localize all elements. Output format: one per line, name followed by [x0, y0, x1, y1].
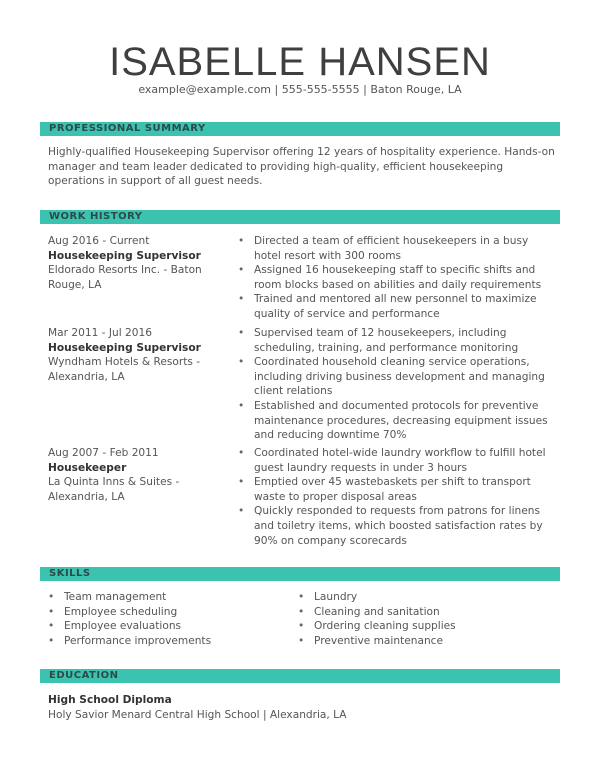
school: Holy Savior Menard Central High School | Alexandria, LA: [48, 708, 347, 721]
job-company: Eldorado Resorts Inc. - Baton Rouge, LA: [48, 264, 202, 291]
job-bullet: • Trained and mentored all new personnel to maximize quality of service and performance: [238, 292, 558, 321]
education-entry: [48, 693, 558, 722]
job-bullet: • Assigned 16 housekeeping staff to specific shifts and room blocks based on abilities and daily requirements: [238, 263, 558, 292]
job-bullet: • Supervised team of 12 housekeepers, including scheduling, training, and performance monitoring: [238, 326, 558, 355]
job-title: Housekeeping Supervisor: [48, 249, 201, 262]
job-title: Housekeeping Supervisor: [48, 341, 201, 354]
skill-item: • Laundry: [298, 590, 538, 605]
job-dates: Mar 2011 - Jul 2016: [48, 327, 152, 339]
skill-item: • Employee scheduling: [48, 605, 288, 620]
job-bullet: • Quickly responded to requests from patrons for linens and toiletry items, which boosted satisfaction rates by 90% on company scorecards: [238, 504, 558, 548]
section-header-work: [40, 210, 560, 224]
job-company: La Quinta Inns & Suites - Alexandria, LA: [48, 476, 180, 503]
job-dates: Aug 2007 - Feb 2011: [48, 447, 159, 459]
skill-item: • Cleaning and sanitation: [298, 605, 538, 620]
job-bullet: • Emptied over 45 wastebaskets per shift to transport waste to proper disposal areas: [238, 475, 558, 504]
section-title: SKILLS: [49, 568, 91, 579]
summary-text: Highly-qualified Housekeeping Supervisor offering 12 years of hospitality experience. Hands-on manager and team leader dedicated to providing high-quality, efficient housekeeping operations in support of all guest needs.: [48, 146, 555, 188]
contact-info: example@example.com | 555-555-5555 | Baton Rouge, LA: [138, 83, 462, 96]
section-title: WORK HISTORY: [49, 211, 143, 222]
section-header-summary: [40, 122, 560, 136]
job-bullet: • Coordinated household cleaning service operations, including driving business development and managing client relations: [238, 355, 558, 399]
candidate-name: ISABELLE HANSEN: [109, 40, 491, 84]
job-bullet: • Established and documented protocols for preventive maintenance procedures, decreasing equipment issues and reducing downtime 70%: [238, 399, 558, 443]
job-company: Wyndham Hotels & Resorts - Alexandria, LA: [48, 356, 201, 383]
skill-item: • Ordering cleaning supplies: [298, 619, 538, 634]
section-header-education: [40, 669, 560, 683]
section-title: EDUCATION: [49, 670, 119, 681]
skill-item: • Team management: [48, 590, 288, 605]
job-dates: Aug 2016 - Current: [48, 235, 150, 247]
job-bullet: • Directed a team of efficient housekeepers in a busy hotel resort with 300 rooms: [238, 234, 558, 263]
section-title: PROFESSIONAL SUMMARY: [49, 123, 206, 134]
job-bullet: • Coordinated hotel-wide laundry workflow to fulfill hotel guest laundry requests in under 3 hours: [238, 446, 558, 475]
skill-item: • Performance improvements: [48, 634, 288, 649]
skill-item: • Preventive maintenance: [298, 634, 538, 649]
degree: High School Diploma: [48, 694, 172, 706]
skill-item: • Employee evaluations: [48, 619, 288, 634]
section-header-skills: [40, 567, 560, 581]
job-title: Housekeeper: [48, 461, 127, 474]
